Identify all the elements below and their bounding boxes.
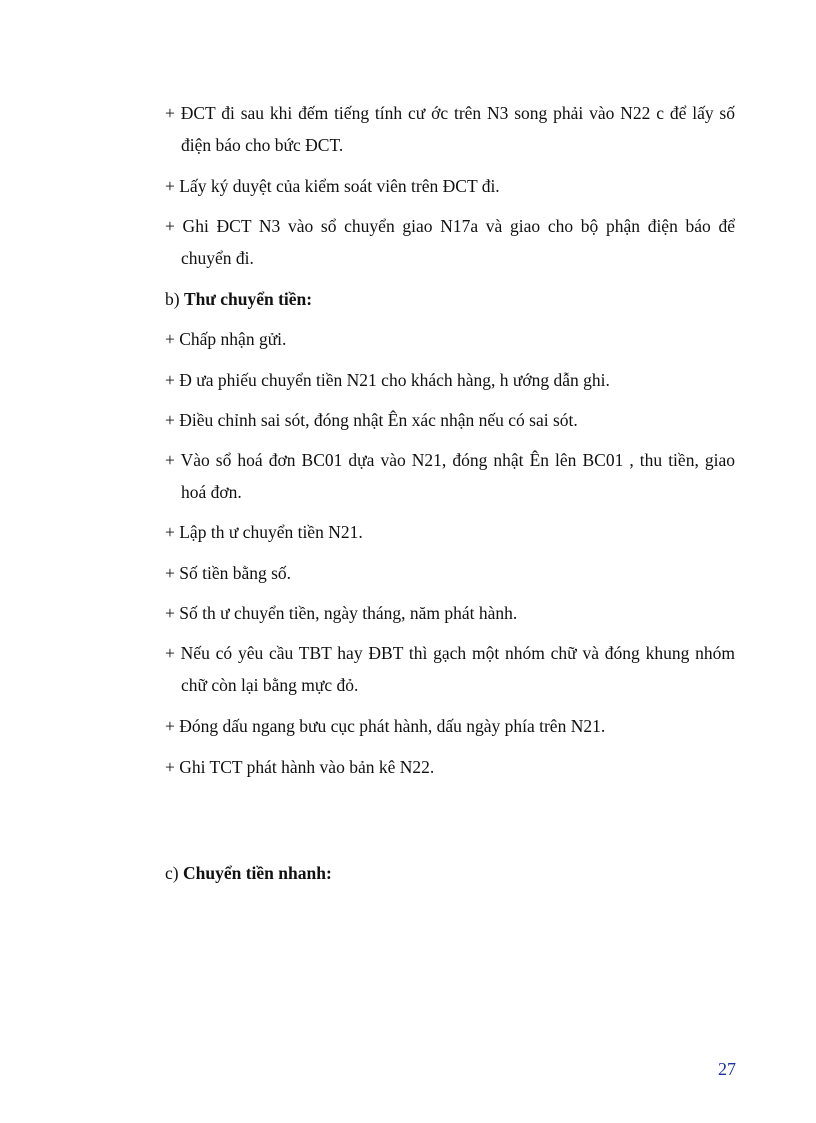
section-prefix: c) — [165, 863, 183, 883]
list-item: + Ghi TCT phát hành vào bản kê N22. — [165, 757, 435, 777]
list-item: + Chấp nhận gửi. — [165, 329, 287, 349]
list-item: + Nếu có yêu cầu TBT hay ĐBT thì gạch một nhóm chữ và đóng khung nhóm chữ còn lại bằng mực đỏ. — [165, 643, 735, 695]
list-item: + Lấy ký duyệt của kiểm soát viên trên ĐCT đi. — [165, 176, 500, 196]
list-item: + Lập th ư chuyển tiền N21. — [165, 522, 363, 542]
list-item: + Điều chỉnh sai sót, đóng nhật Ên xác nhận nếu có sai sót. — [165, 410, 578, 430]
list-item: + Số tiền bằng số. — [165, 563, 292, 583]
list-item: + Vào sổ hoá đơn BC01 dựa vào N21, đóng nhật Ên lên BC01 , thu tiền, giao hoá đơn. — [165, 450, 735, 502]
list-item: + Ghi ĐCT N3 vào sổ chuyển giao N17a và giao cho bộ phận điện báo để chuyển đi. — [165, 216, 735, 268]
list-item: + Số th ư chuyển tiền, ngày tháng, năm phát hành. — [165, 603, 518, 623]
list-item: + ĐCT đi sau khi đếm tiếng tính cư ớc trên N3 song phải vào N22 c để lấy số điện báo cho bức ĐCT. — [165, 103, 735, 155]
page-number: 27 — [718, 1059, 736, 1079]
section-title: Chuyển tiền nhanh: — [182, 863, 332, 883]
section-heading-c — [165, 857, 332, 889]
section-prefix: b) — [165, 289, 184, 309]
list-item: + Đ ưa phiếu chuyển tiền N21 cho khách hàng, h ướng dẫn ghi. — [165, 370, 610, 390]
section-title: Thư chuyển tiền: — [183, 289, 313, 309]
list-item: + Đóng dấu ngang bưu cục phát hành, dấu ngày phía trên N21. — [165, 716, 606, 736]
section-heading-b — [165, 283, 312, 315]
